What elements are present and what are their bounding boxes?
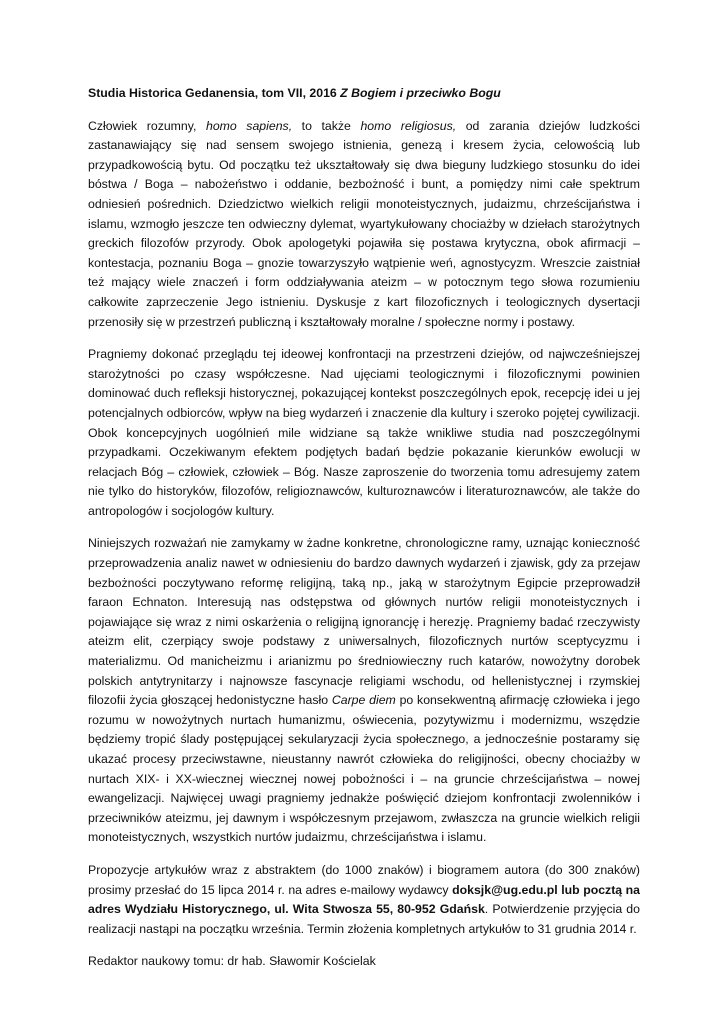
document-title <box>88 84 640 104</box>
paragraph-submission <box>88 861 640 939</box>
text-span: . Potwierdzenie przyjęcia do realizacji nastąpi na początku września. Termin złożenia kompletnych artykułów to 31 grudnia 2014 r. <box>88 902 640 936</box>
text-span: po konsekwentną afirmację człowieka i jego rozumu w nowożytnych nurtach humanizmu, oświecenia, pozytywizmu i modernizmu, wszędzie będziemy tropić ślady postępującej sekularyzacji życia społecznego, a jednocześnie postaramy się ukazać procesy przeciwstawne, nieustanny nawrót człowieka do religijności, obecny chociażby w nurtach XIX- i XX-wiecznej wiecznej nowej pobożności i – na gruncie chrześcijaństwa – nowej ewangelizacji. Najwięcej uwagi pragniemy jednakże poświęcić dziejom konfrontacji zwolenników i przeciwników ateizmu, jej dawnym i współczesnym przejawom, zwłaszcza na gruncie wielkich religii monoteistycznych, wszystkich nurtów judaizmu, chrześcijaństwa i islamu. <box>88 693 640 845</box>
text-span: od zarania dziejów ludzkości zastanawiający się nad sensem swojego istnienia, genezą i kresem życia, celowością lub przypadkowością bytu. Od początku też ukształtowały się dwa bieguny ludzkiego stosunku do idei bóstwa / Boga – nabożeństwo i oddanie, bezbożność i bunt, a pomiędzy nimi całe spektrum odniesień pośrednich. Dziedzictwo wielkich religii monoteistycznych, judaizmu, chrześcijaństwa i islamu, wzmogło jeszcze ten odwieczny dylemat, wyartykułowany chociażby w dziełach starożytnych greckich filozofów przyrody. Obok apologetyki pojawiła się postawa krytyczna, obok afirmacji – kontestacja, poznaniu Boga – gnozie towarzyszyło wątpienie weń, agnostycyzm. Wreszcie zaistniał też mający wiele znaczeń i form oddziaływania ateizm – w potocznym tego słowa rozumieniu całkowite zaprzeczenie Jego istnieniu. Dyskusje z kart filozoficznych i teologicznych dysertacji przenosiły się w przestrzeń publiczną i kształtowały moralne / społeczne normy i postawy. <box>88 118 640 329</box>
text-span: Propozycje artykułów wraz z abstraktem (do 1000 znaków) i biogramem autora (do 300 znaków) prosimy przesłać do 15 lipca 2014 r. na adres e-mailowy wydawcy <box>88 862 640 897</box>
paragraph-intro <box>88 117 640 333</box>
text-span: Niniejszych rozważań nie zamykamy w żadne konkretne, chronologiczne ramy, uznając konieczność przeprowadzenia analiz nawet w odniesieniu do bardzo dawnych wydarzeń i zjawisk, gdy za przejaw bezbożności poczytywano reformę religijną, taką np., jaką w starożytnym Egipcie przeprowadził faraon Echnaton. Interesują nas odstępstwa od głównych nurtów religii monoteistycznych i pojawiające się wraz z nimi oskarżenia o religijną ignorancję i herezję. Pragniemy badać rzeczywisty ateizm elit, czerpiący swoje podstawy z uniwersalnych, filozoficznych nurtów sceptycyzmu i materializmu. Od manicheizmu i arianizmu po średniowieczny ruch katarów, nowożytny dorobek polskich antytrynitarzy i najnowsze fascynacje religiami wschodu, od hellenistycznej i rzymskiej filozofii życia głoszącej hedonistyczne hasło <box>88 536 640 708</box>
text-span: Człowiek rozumny, <box>88 118 206 133</box>
paragraph-goals: Pragniemy dokonać przeglądu tej ideowej konfrontacji na przestrzeni dziejów, od najwcześniejszej starożytności po czasy współczesne. Nad ujęciami teologicznymi i filozoficznymi powinien dominować duch refleksji historycznej, pokazującej kontekst poszczególnych epok, recepcję idei u jej potencjalnych odbiorców, wpływ na bieg wydarzeń i znaczenie dla kultury i szeroko pojętej cywilizacji. Obok koncepcyjnych uogólnień mile widziane są także wnikliwe studia nad poszczególnymi przypadkami. Oczekiwanym efektem podjętych badań będzie pokazanie kierunków ewolucji w relacjach Bóg – człowiek, człowiek – Bóg. Nasze zaproszenie do tworzenia tomu adresujemy zatem nie tylko do historyków, filozofów, religioznawców, kulturoznawców i literaturoznawców, ale także do antropologów i socjologów kultury. <box>88 347 640 518</box>
volume-subtitle: Z Bogiem i przeciwko Bogu <box>340 86 501 100</box>
italic-term: Carpe diem <box>331 693 396 708</box>
text-span: to także <box>292 118 361 133</box>
journal-name: Studia Historica Gedanensia, tom VII, 2016 <box>88 86 341 100</box>
italic-term: homo religiosus, <box>360 118 457 133</box>
contact-address: doksjk@ug.edu.pl lub pocztą na adres Wydziału Historycznego, ul. Wita Stwosza 55, 80-952 Gdańsk <box>88 882 641 917</box>
paragraph-editor: Redaktor naukowy tomu: dr hab. Sławomir Kościelak <box>88 954 376 969</box>
italic-term: homo sapiens, <box>205 118 293 133</box>
document-page <box>88 84 640 972</box>
paragraph-scope <box>88 534 640 848</box>
